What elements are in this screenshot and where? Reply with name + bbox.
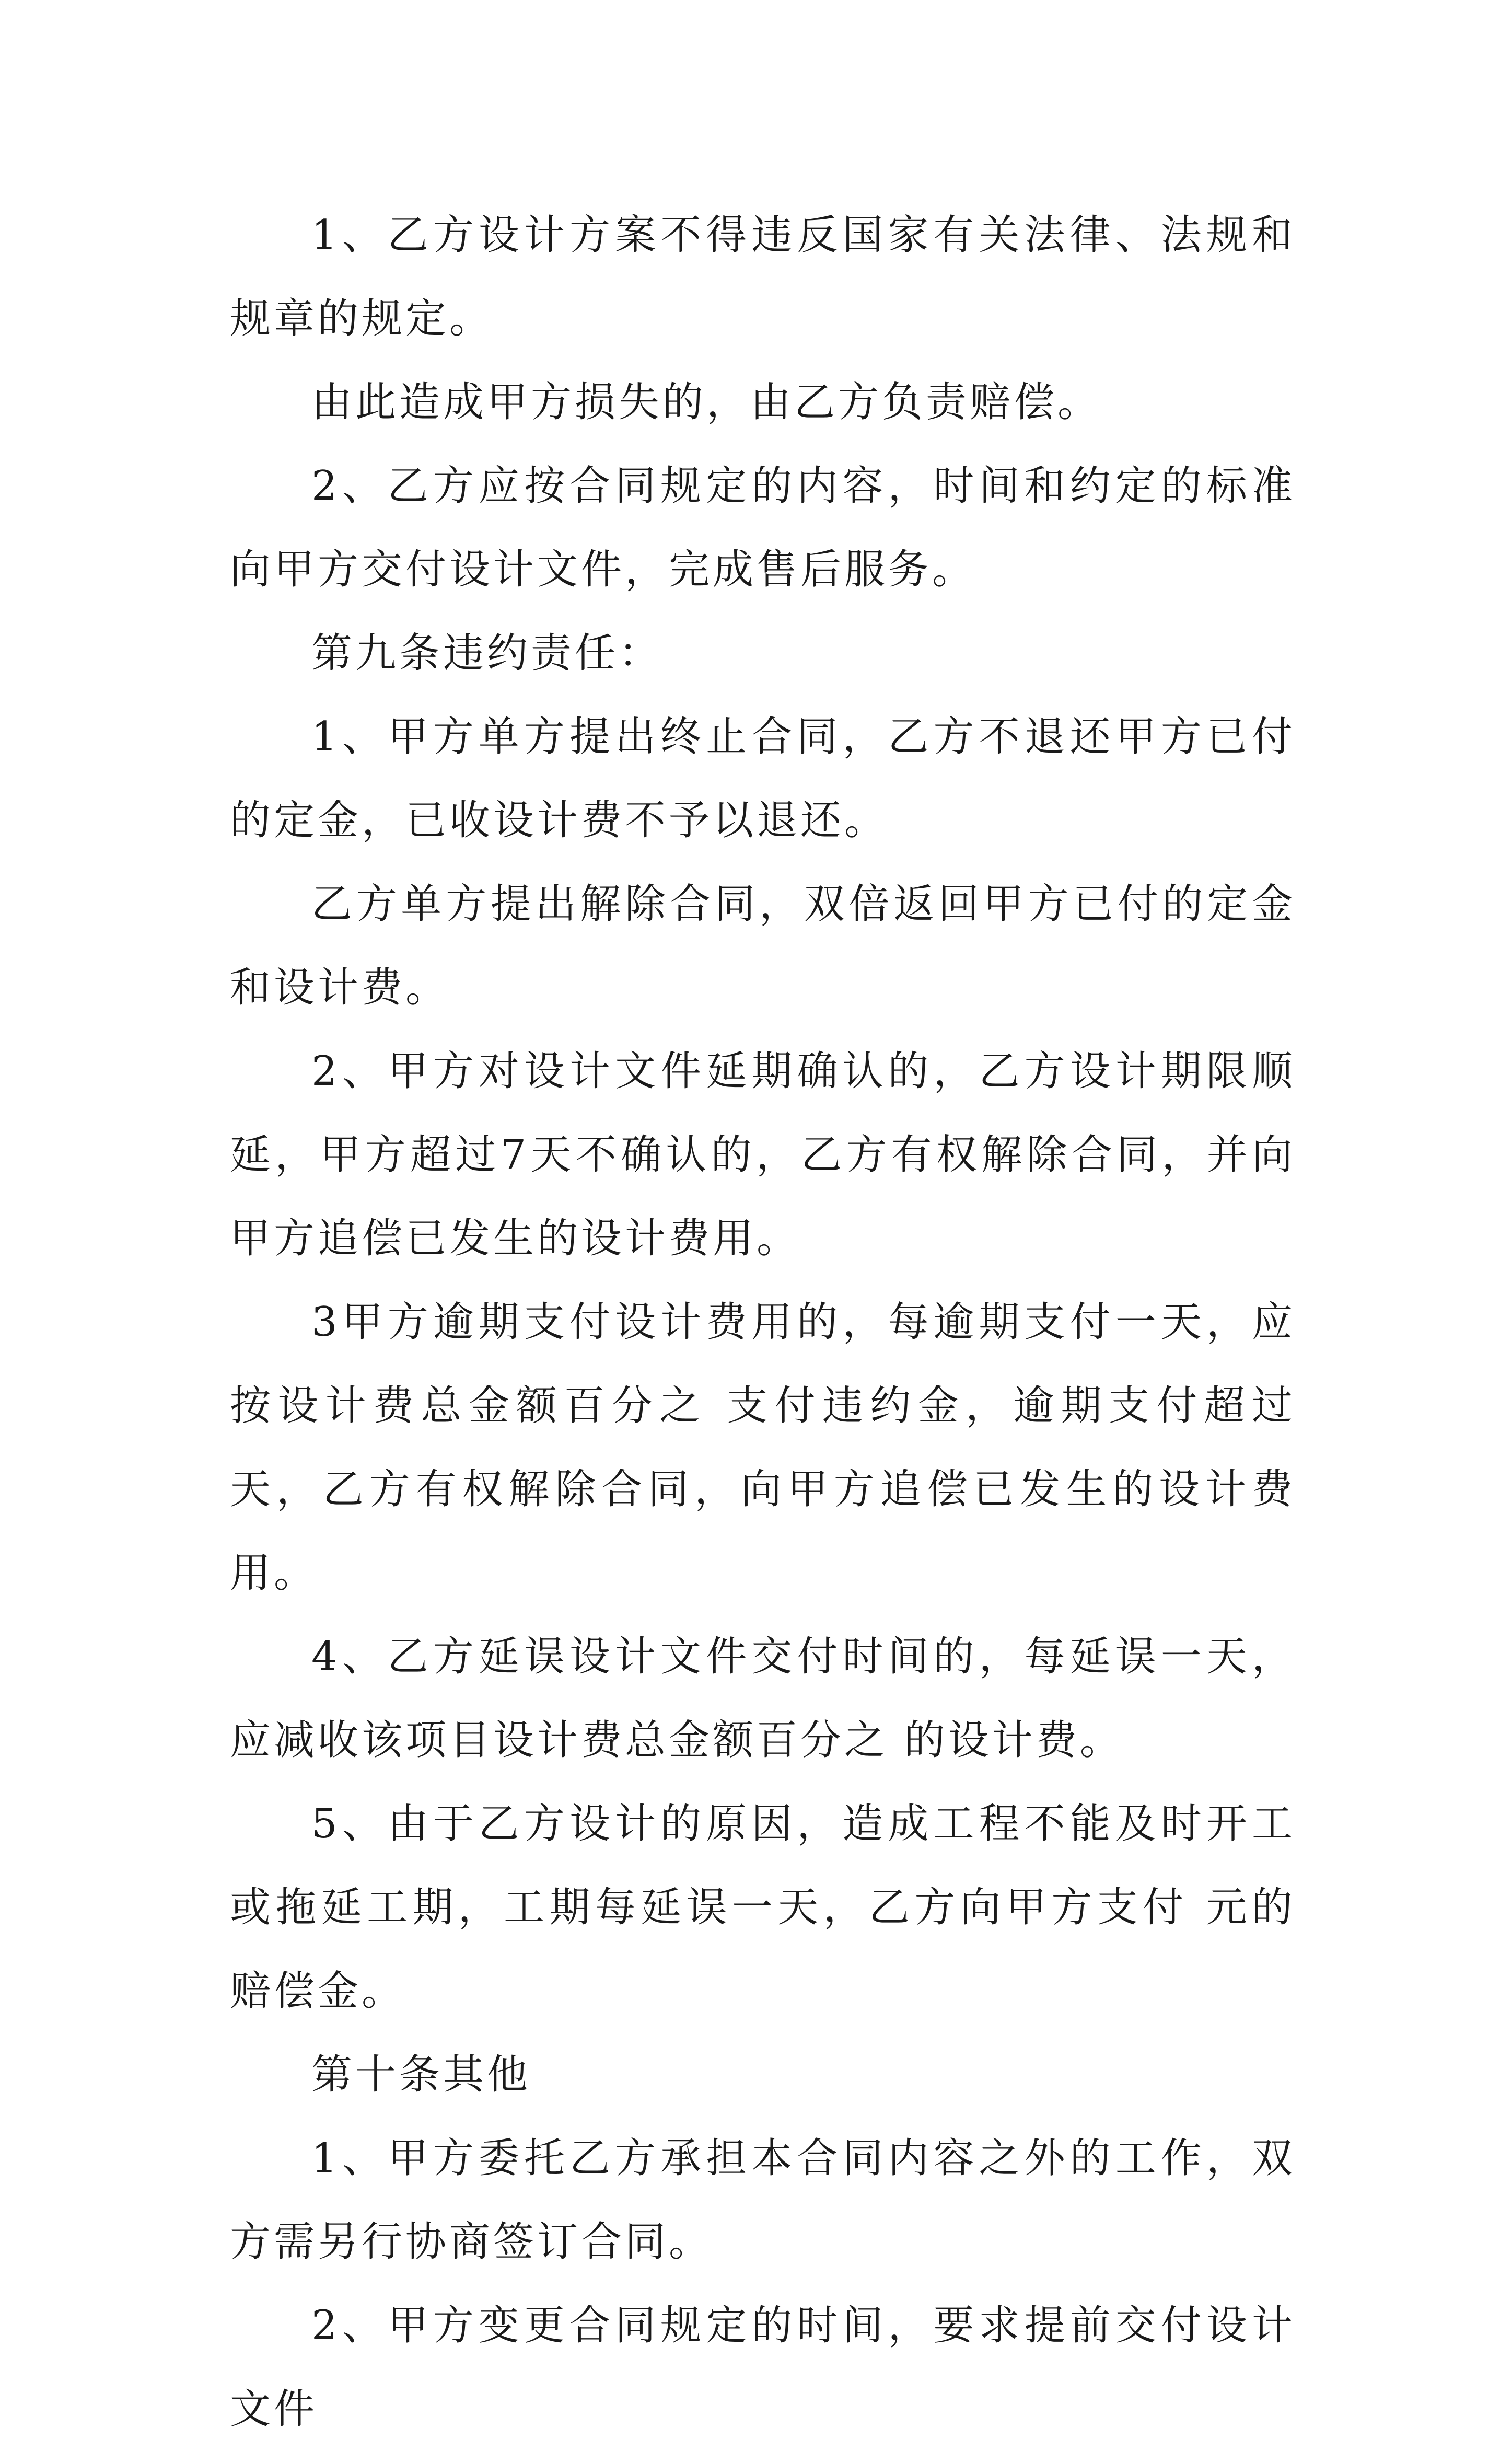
- paragraph: 4、乙方延误设计文件交付时间的，每延误一天，应减收该项目设计费总金额百分之 的设计费。: [230, 1633, 1296, 1764]
- paragraph: 2、甲方变更合同规定的时间，要求提前交付设计文件: [230, 2302, 1296, 2433]
- paragraph: 5、由于乙方设计的原因，造成工程不能及时开工或拖延工期，工期每延误一天，乙方向甲方支付 元的赔偿金。: [230, 1800, 1296, 2015]
- section-heading: 第十条其他: [311, 2051, 531, 2098]
- paragraph: 2、乙方应按合同规定的内容，时间和约定的标准向甲方交付设计文件，完成售后服务。: [230, 463, 1296, 593]
- paragraph: 乙方单方提出解除合同，双倍返回甲方已付的定金和设计费。: [230, 881, 1296, 1011]
- paragraph: 由此造成甲方损失的，由乙方负责赔偿。: [311, 379, 1102, 426]
- paragraph: 1、甲方委托乙方承担本合同内容之外的工作，双方需另行协商签订合同。: [230, 2135, 1296, 2265]
- paragraph: 2、甲方对设计文件延期确认的，乙方设计期限顺延，甲方超过7天不确认的，乙方有权解除合同，并向甲方追偿已发生的设计费用。: [230, 1048, 1296, 1262]
- paragraph: 1、乙方设计方案不得违反国家有关法律、法规和规章的规定。: [230, 212, 1296, 342]
- section-heading: 第九条违约责任：: [311, 630, 663, 677]
- contract-text: [230, 193, 1296, 2451]
- paragraph: 1、甲方单方提出终止合同，乙方不退还甲方已付的定金，已收设计费不予以退还。: [230, 713, 1296, 844]
- paragraph: 3甲方逾期支付设计费用的，每逾期支付一天，应按设计费总金额百分之 支付违约金，逾期支付超过 天，乙方有权解除合同，向甲方追偿已发生的设计费用。: [230, 1299, 1296, 1597]
